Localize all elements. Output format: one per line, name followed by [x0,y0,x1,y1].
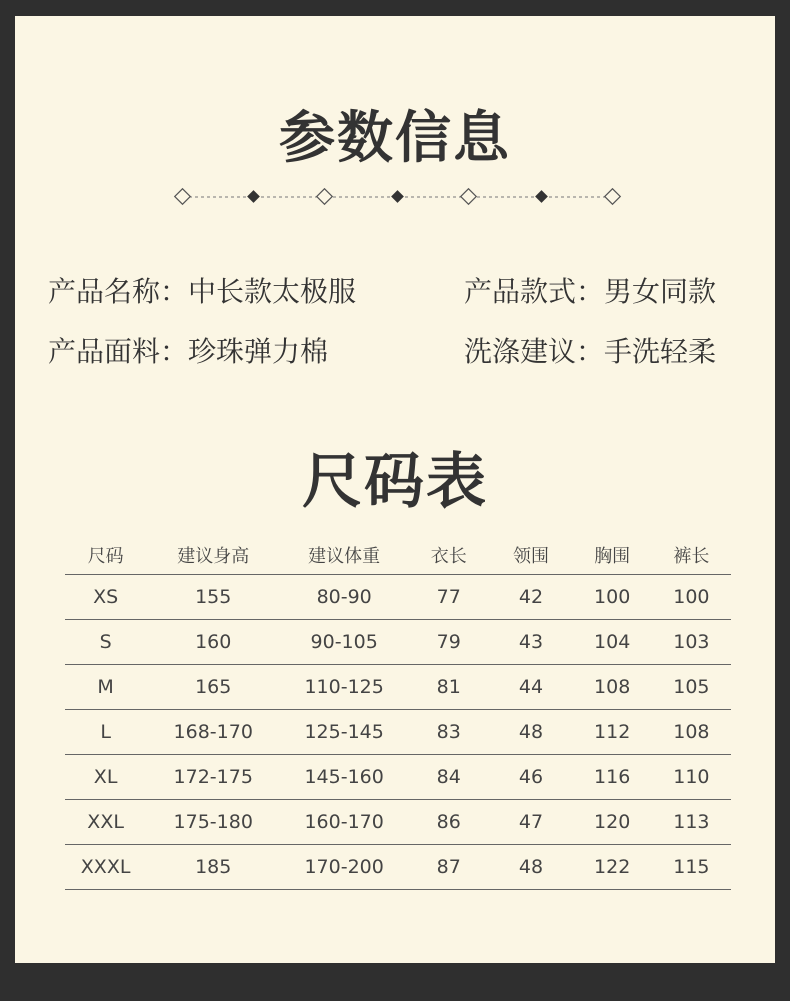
table-cell: 160-170 [280,800,408,845]
wash-advice-row [464,330,716,370]
product-name-row [48,270,356,310]
table-cell: S [65,620,146,665]
table-row [65,710,731,755]
table-cell: 120 [573,800,652,845]
table-cell: 44 [489,665,572,710]
header-weight: 建议体重 [280,536,408,575]
param-info-title: 参数信息 [279,105,511,171]
table-cell: 155 [146,575,280,620]
product-style-value: 男女同款 [604,275,717,308]
product-name-label: 产品名称： [48,275,189,308]
table-cell: 43 [489,620,572,665]
header-height: 建议身高 [146,536,280,575]
header-chest: 胸围 [573,536,652,575]
size-table [65,536,731,890]
diamond-divider [173,187,623,207]
header-garment-length: 衣长 [408,536,489,575]
diamond-solid-icon [247,190,260,203]
table-row [65,845,731,890]
diamond-outline-icon [461,189,477,205]
table-cell: 47 [489,800,572,845]
table-cell: 112 [573,710,652,755]
table-cell: 103 [652,620,731,665]
product-fabric-label: 产品面料： [48,335,189,368]
table-cell: 168-170 [146,710,280,755]
table-cell: 81 [408,665,489,710]
table-cell: 46 [489,755,572,800]
size-chart-title: 尺码表 [302,447,488,517]
product-fabric-row [48,330,328,370]
table-cell: 170-200 [280,845,408,890]
table-cell: XXL [65,800,146,845]
table-cell: 160 [146,620,280,665]
table-cell: 115 [652,845,731,890]
header-collar: 领围 [489,536,572,575]
table-row [65,800,731,845]
table-cell: 84 [408,755,489,800]
table-row [65,755,731,800]
table-cell: XL [65,755,146,800]
table-cell: 48 [489,710,572,755]
table-cell: 80-90 [280,575,408,620]
table-cell: 77 [408,575,489,620]
table-cell: 175-180 [146,800,280,845]
table-cell: 108 [652,710,731,755]
table-cell: 172-175 [146,755,280,800]
table-row [65,665,731,710]
table-cell: 42 [489,575,572,620]
table-cell: M [65,665,146,710]
table-cell: 104 [573,620,652,665]
diamond-solid-icon [535,190,548,203]
table-row [65,620,731,665]
table-cell: 145-160 [280,755,408,800]
diamond-outline-icon [175,189,191,205]
table-cell: 48 [489,845,572,890]
table-cell: L [65,710,146,755]
table-row [65,575,731,620]
table-cell: 110 [652,755,731,800]
product-fabric-value: 珍珠弹力棉 [188,335,329,368]
table-cell: 122 [573,845,652,890]
table-cell: 185 [146,845,280,890]
table-cell: 100 [652,575,731,620]
table-cell: 125-145 [280,710,408,755]
table-cell: XS [65,575,146,620]
table-cell: 86 [408,800,489,845]
diamond-outline-icon [317,189,333,205]
table-cell: 100 [573,575,652,620]
spec-card [15,16,775,963]
table-cell: 165 [146,665,280,710]
table-cell: 108 [573,665,652,710]
wash-advice-value: 手洗轻柔 [604,335,717,368]
table-cell: 116 [573,755,652,800]
diamond-solid-icon [391,190,404,203]
table-cell: XXXL [65,845,146,890]
table-cell: 105 [652,665,731,710]
diamond-outline-icon [605,189,621,205]
product-style-label: 产品款式： [464,275,605,308]
wash-advice-label: 洗涤建议： [464,335,605,368]
table-cell: 113 [652,800,731,845]
table-cell: 79 [408,620,489,665]
header-pants-length: 裤长 [652,536,731,575]
product-name-value: 中长款太极服 [188,275,357,308]
table-cell: 83 [408,710,489,755]
table-cell: 90-105 [280,620,408,665]
header-size: 尺码 [65,536,146,575]
product-style-row [464,270,716,310]
table-cell: 87 [408,845,489,890]
table-header-row [65,536,731,575]
table-cell: 110-125 [280,665,408,710]
